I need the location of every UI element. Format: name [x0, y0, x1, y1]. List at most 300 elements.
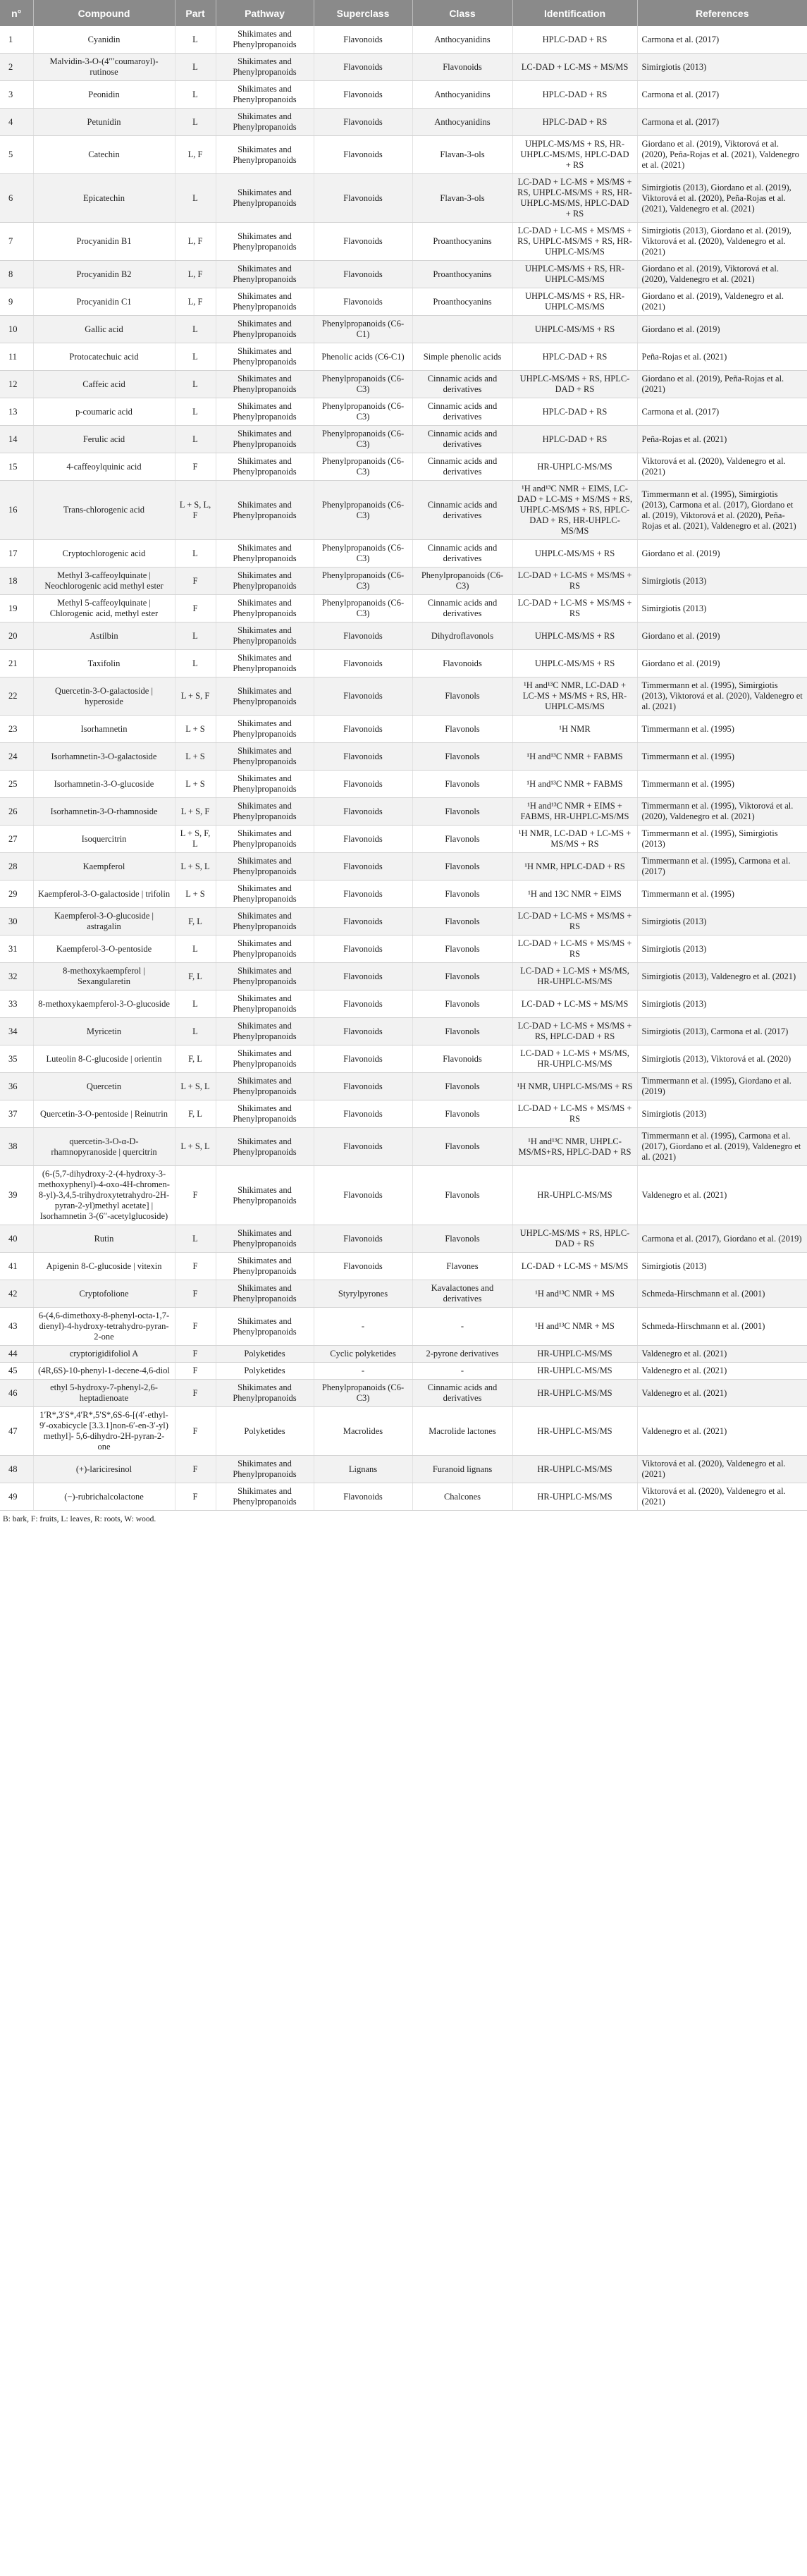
cell-pathway: Shikimates and Phenylpropanoids	[216, 371, 314, 398]
cell-part: L	[175, 426, 216, 453]
cell-compound: p-coumaric acid	[33, 398, 175, 426]
cell-superclass: Phenylpropanoids (C6-C3)	[314, 398, 412, 426]
cell-compound: Luteolin 8-C-glucoside | orientin	[33, 1045, 175, 1073]
cell-part: F, L	[175, 963, 216, 990]
cell-superclass: Flavonoids	[314, 1045, 412, 1073]
cell-identification: UHPLC-MS/MS + RS, HR-UHPLC-MS/MS	[512, 288, 637, 316]
cell-n: 23	[0, 716, 33, 743]
column-header: References	[696, 7, 749, 19]
cell-compound: Procyanidin B2	[33, 261, 175, 288]
cell-compound: Trans-chlorogenic acid	[33, 481, 175, 540]
cell-n: 42	[0, 1280, 33, 1308]
cell-identification: ¹H NMR, HPLC-DAD + RS	[512, 853, 637, 881]
cell-class: Flavonoids	[412, 1045, 512, 1073]
cell-identification: ¹H and¹³C NMR + EIMS + FABMS, HR-UHPLC-MS/MS	[512, 798, 637, 826]
cell-superclass: Flavonoids	[314, 853, 412, 881]
cell-part: L + S	[175, 771, 216, 798]
cell-n: 39	[0, 1166, 33, 1225]
cell-pathway: Shikimates and Phenylpropanoids	[216, 288, 314, 316]
cell-references: Simirgiotis (2013)	[637, 908, 807, 936]
cell-part: L + S, F	[175, 798, 216, 826]
cell-class: Flavan-3-ols	[412, 136, 512, 174]
cell-class: Flavones	[412, 1253, 512, 1280]
cell-references: Simirgiotis (2013), Giordano et al. (2019), Viktorová et al. (2020), Valdenegro et al. (2021)	[637, 223, 807, 261]
cell-superclass: Phenylpropanoids (C6-C3)	[314, 568, 412, 595]
cell-references: Valdenegro et al. (2021)	[637, 1363, 807, 1380]
cell-compound: quercetin-3-O-α-D-rhamnopyranoside | quercitrin	[33, 1128, 175, 1166]
cell-compound: Methyl 5-caffeoylquinate | Chlorogenic acid, methyl ester	[33, 595, 175, 622]
cell-compound: Isorhamnetin-3-O-galactoside	[33, 743, 175, 771]
cell-identification: LC-DAD + LC-MS + MS/MS + RS	[512, 936, 637, 963]
cell-identification: UHPLC-MS/MS + RS, HR-UHPLC-MS/MS	[512, 261, 637, 288]
cell-part: L	[175, 622, 216, 650]
cell-class: Flavonols	[412, 1128, 512, 1166]
cell-superclass: -	[314, 1308, 412, 1346]
cell-class: Simple phenolic acids	[412, 343, 512, 371]
cell-identification: HPLC-DAD + RS	[512, 109, 637, 136]
table-row	[0, 343, 807, 371]
table-row	[0, 453, 807, 481]
cell-compound: Peonidin	[33, 81, 175, 109]
cell-part: F	[175, 1363, 216, 1380]
cell-pathway: Shikimates and Phenylpropanoids	[216, 881, 314, 908]
cell-superclass: Flavonoids	[314, 936, 412, 963]
cell-superclass: Flavonoids	[314, 771, 412, 798]
cell-pathway: Shikimates and Phenylpropanoids	[216, 316, 314, 343]
cell-class: Flavonols	[412, 881, 512, 908]
cell-references: Valdenegro et al. (2021)	[637, 1380, 807, 1407]
cell-n: 33	[0, 990, 33, 1018]
cell-part: L	[175, 81, 216, 109]
cell-class: Chalcones	[412, 1483, 512, 1511]
cell-pathway: Shikimates and Phenylpropanoids	[216, 1073, 314, 1100]
cell-compound: Cryptochlorogenic acid	[33, 540, 175, 568]
cell-superclass: Phenylpropanoids (C6-C3)	[314, 426, 412, 453]
cell-class: Anthocyanidins	[412, 26, 512, 54]
cell-n: 45	[0, 1363, 33, 1380]
cell-superclass: Flavonoids	[314, 1100, 412, 1128]
cell-identification: LC-DAD + LC-MS + MS/MS, HR-UHPLC-MS/MS	[512, 1045, 637, 1073]
cell-pathway: Shikimates and Phenylpropanoids	[216, 936, 314, 963]
cell-pathway: Shikimates and Phenylpropanoids	[216, 622, 314, 650]
cell-compound: Isoquercitrin	[33, 826, 175, 853]
cell-references: Simirgiotis (2013)	[637, 568, 807, 595]
cell-n: 46	[0, 1380, 33, 1407]
cell-pathway: Shikimates and Phenylpropanoids	[216, 1166, 314, 1225]
table-row	[0, 288, 807, 316]
table-row	[0, 936, 807, 963]
cell-pathway: Shikimates and Phenylpropanoids	[216, 798, 314, 826]
cell-identification: HPLC-DAD + RS	[512, 81, 637, 109]
cell-identification: LC-DAD + LC-MS + MS/MS	[512, 990, 637, 1018]
table-row	[0, 1363, 807, 1380]
cell-identification: ¹H and¹³C NMR + FABMS	[512, 743, 637, 771]
cell-class: Proanthocyanins	[412, 223, 512, 261]
cell-n: 13	[0, 398, 33, 426]
cell-compound: Quercetin-3-O-pentoside | Reinutrin	[33, 1100, 175, 1128]
table-row	[0, 568, 807, 595]
cell-identification: LC-DAD + LC-MS + MS/MS + RS	[512, 1100, 637, 1128]
cell-superclass: Flavonoids	[314, 1253, 412, 1280]
table-row	[0, 398, 807, 426]
column-header: Part	[175, 0, 216, 26]
cell-compound: Gallic acid	[33, 316, 175, 343]
cell-compound: ethyl 5-hydroxy-7-phenyl-2,6-heptadienoate	[33, 1380, 175, 1407]
cell-n: 14	[0, 426, 33, 453]
table-row	[0, 1308, 807, 1346]
cell-compound: Procyanidin C1	[33, 288, 175, 316]
table-row	[0, 1380, 807, 1407]
cell-compound: 8-methoxykaempferol | Sexangularetin	[33, 963, 175, 990]
cell-superclass: -	[314, 1363, 412, 1380]
table-row	[0, 26, 807, 54]
cell-class: Flavonols	[412, 716, 512, 743]
cell-n: 17	[0, 540, 33, 568]
cell-n: 35	[0, 1045, 33, 1073]
cell-n: 48	[0, 1456, 33, 1483]
cell-n: 12	[0, 371, 33, 398]
cell-pathway: Shikimates and Phenylpropanoids	[216, 1380, 314, 1407]
cell-n: 10	[0, 316, 33, 343]
cell-compound: Isorhamnetin	[33, 716, 175, 743]
cell-superclass: Flavonoids	[314, 826, 412, 853]
cell-part: L	[175, 936, 216, 963]
cell-n: 27	[0, 826, 33, 853]
cell-n: 49	[0, 1483, 33, 1511]
cell-references: Simirgiotis (2013)	[637, 936, 807, 963]
cell-references: Timmermann et al. (1995)	[637, 881, 807, 908]
cell-identification: ¹H and 13C NMR + EIMS	[512, 881, 637, 908]
cell-compound: Kaempferol-3-O-pentoside	[33, 936, 175, 963]
cell-n: 8	[0, 261, 33, 288]
cell-n: 18	[0, 568, 33, 595]
cell-pathway: Shikimates and Phenylpropanoids	[216, 261, 314, 288]
cell-part: F	[175, 1346, 216, 1363]
footnote: B: bark, F: fruits, L: leaves, R: roots, W: wood.	[3, 1515, 156, 1523]
cell-part: F	[175, 1456, 216, 1483]
cell-superclass: Flavonoids	[314, 716, 412, 743]
cell-compound: Quercetin	[33, 1073, 175, 1100]
cell-identification: ¹H and¹³C NMR + MS	[512, 1308, 637, 1346]
cell-pathway: Shikimates and Phenylpropanoids	[216, 1456, 314, 1483]
cell-identification: LC-DAD + LC-MS + MS/MS + RS	[512, 568, 637, 595]
cell-class: Cinnamic acids and derivatives	[412, 426, 512, 453]
cell-identification: HR-UHPLC-MS/MS	[512, 1380, 637, 1407]
cell-n: 32	[0, 963, 33, 990]
cell-identification: ¹H and¹³C NMR + EIMS, LC-DAD + LC-MS + MS/MS + RS, UHPLC-MS/MS + RS, HPLC-DAD + RS, HR-UHPLC-MS/MS	[512, 481, 637, 540]
cell-superclass: Flavonoids	[314, 881, 412, 908]
cell-pathway: Shikimates and Phenylpropanoids	[216, 223, 314, 261]
cell-compound: Myricetin	[33, 1018, 175, 1045]
cell-references: Simirgiotis (2013), Carmona et al. (2017)	[637, 1018, 807, 1045]
cell-references: Timmermann et al. (1995), Simirgiotis (2013), Carmona et al. (2017), Giordano et al. (2019), Viktorová et al. (2020), Peña-Rojas et al. (2021), Valdenegro et al. (2021)	[637, 481, 807, 540]
cell-pathway: Shikimates and Phenylpropanoids	[216, 595, 314, 622]
table-row	[0, 650, 807, 677]
cell-part: F	[175, 568, 216, 595]
table-row	[0, 261, 807, 288]
cell-superclass: Phenylpropanoids (C6-C1)	[314, 316, 412, 343]
cell-n: 29	[0, 881, 33, 908]
cell-pathway: Shikimates and Phenylpropanoids	[216, 853, 314, 881]
cell-compound: Apigenin 8-C-glucoside | vitexin	[33, 1253, 175, 1280]
cell-pathway: Polyketides	[216, 1407, 314, 1456]
cell-class: Anthocyanidins	[412, 109, 512, 136]
cell-superclass: Phenylpropanoids (C6-C3)	[314, 595, 412, 622]
cell-part: L	[175, 316, 216, 343]
cell-class: 2-pyrone derivatives	[412, 1346, 512, 1363]
header-row	[0, 0, 807, 26]
cell-part: L + S, L	[175, 1073, 216, 1100]
cell-pathway: Shikimates and Phenylpropanoids	[216, 426, 314, 453]
cell-superclass: Flavonoids	[314, 1225, 412, 1253]
cell-class: Cinnamic acids and derivatives	[412, 595, 512, 622]
cell-class: Flavonols	[412, 1166, 512, 1225]
cell-references: Simirgiotis (2013), Giordano et al. (2019), Viktorová et al. (2020), Peña-Rojas et al. (2021), Valdenegro et al. (2021)	[637, 174, 807, 223]
cell-superclass: Flavonoids	[314, 136, 412, 174]
cell-pathway: Shikimates and Phenylpropanoids	[216, 343, 314, 371]
cell-n: 28	[0, 853, 33, 881]
cell-compound: Quercetin-3-O-galactoside | hyperoside	[33, 677, 175, 716]
cell-references: Timmermann et al. (1995)	[637, 716, 807, 743]
cell-part: F, L	[175, 908, 216, 936]
cell-references: Peña-Rojas et al. (2021)	[637, 343, 807, 371]
cell-identification: LC-DAD + LC-MS + MS/MS, HR-UHPLC-MS/MS	[512, 963, 637, 990]
table-row	[0, 1456, 807, 1483]
table-row	[0, 881, 807, 908]
cell-n: 43	[0, 1308, 33, 1346]
cell-identification: LC-DAD + LC-MS + MS/MS	[512, 54, 637, 81]
cell-identification: UHPLC-MS/MS + RS	[512, 622, 637, 650]
cell-part: F	[175, 595, 216, 622]
cell-compound: Cryptofolione	[33, 1280, 175, 1308]
cell-superclass: Phenylpropanoids (C6-C3)	[314, 453, 412, 481]
cell-identification: HPLC-DAD + RS	[512, 343, 637, 371]
cell-superclass: Flavonoids	[314, 26, 412, 54]
cell-pathway: Shikimates and Phenylpropanoids	[216, 908, 314, 936]
cell-n: 1	[0, 26, 33, 54]
cell-references: Valdenegro et al. (2021)	[637, 1166, 807, 1225]
column-header: n°	[0, 0, 33, 26]
table-body	[0, 26, 807, 1511]
cell-part: L, F	[175, 261, 216, 288]
cell-class: Flavonols	[412, 1018, 512, 1045]
cell-n: 6	[0, 174, 33, 223]
cell-references: Carmona et al. (2017)	[637, 398, 807, 426]
cell-superclass: Flavonoids	[314, 223, 412, 261]
cell-pathway: Shikimates and Phenylpropanoids	[216, 1253, 314, 1280]
cell-compound: Astilbin	[33, 622, 175, 650]
table-row	[0, 908, 807, 936]
cell-part: L	[175, 990, 216, 1018]
table-row	[0, 481, 807, 540]
cell-identification: UHPLC-MS/MS + RS, HPLC-DAD + RS	[512, 371, 637, 398]
cell-superclass: Macrolides	[314, 1407, 412, 1456]
cell-part: F, L	[175, 1045, 216, 1073]
cell-compound: Procyanidin B1	[33, 223, 175, 261]
cell-pathway: Shikimates and Phenylpropanoids	[216, 26, 314, 54]
cell-identification: LC-DAD + LC-MS + MS/MS	[512, 1253, 637, 1280]
cell-class: Flavonols	[412, 853, 512, 881]
cell-references: Simirgiotis (2013)	[637, 990, 807, 1018]
cell-compound: Caffeic acid	[33, 371, 175, 398]
cell-n: 15	[0, 453, 33, 481]
cell-compound: (+)-lariciresinol	[33, 1456, 175, 1483]
cell-references: Valdenegro et al. (2021)	[637, 1407, 807, 1456]
cell-part: L	[175, 109, 216, 136]
table-row	[0, 316, 807, 343]
cell-pathway: Shikimates and Phenylpropanoids	[216, 1280, 314, 1308]
cell-references: Giordano et al. (2019)	[637, 650, 807, 677]
cell-n: 37	[0, 1100, 33, 1128]
cell-pathway: Shikimates and Phenylpropanoids	[216, 1018, 314, 1045]
cell-identification: UHPLC-MS/MS + RS, HPLC-DAD + RS	[512, 1225, 637, 1253]
cell-n: 3	[0, 81, 33, 109]
cell-references: Carmona et al. (2017)	[637, 81, 807, 109]
cell-pathway: Shikimates and Phenylpropanoids	[216, 174, 314, 223]
cell-references: Viktorová et al. (2020), Valdenegro et al. (2021)	[637, 1483, 807, 1511]
cell-identification: HR-UHPLC-MS/MS	[512, 1166, 637, 1225]
cell-class: Kavalactones and derivatives	[412, 1280, 512, 1308]
cell-n: 11	[0, 343, 33, 371]
cell-superclass: Flavonoids	[314, 743, 412, 771]
column-header: Identification	[512, 0, 637, 26]
cell-class: Flavan-3-ols	[412, 174, 512, 223]
cell-compound: (4R,6S)-10-phenyl-1-decene-4,6-diol	[33, 1363, 175, 1380]
cell-class: Flavonols	[412, 963, 512, 990]
cell-identification: ¹H and¹³C NMR + FABMS	[512, 771, 637, 798]
cell-n: 16	[0, 481, 33, 540]
cell-references: Simirgiotis (2013), Valdenegro et al. (2021)	[637, 963, 807, 990]
cell-references: Carmona et al. (2017)	[637, 26, 807, 54]
cell-part: L + S	[175, 716, 216, 743]
cell-pathway: Shikimates and Phenylpropanoids	[216, 826, 314, 853]
cell-identification: LC-DAD + LC-MS + MS/MS + RS, HPLC-DAD + RS	[512, 1018, 637, 1045]
cell-compound: Cyanidin	[33, 26, 175, 54]
cell-compound: (−)-rubrichalcolactone	[33, 1483, 175, 1511]
cell-identification: HR-UHPLC-MS/MS	[512, 453, 637, 481]
cell-pathway: Shikimates and Phenylpropanoids	[216, 481, 314, 540]
cell-part: L + S	[175, 881, 216, 908]
cell-part: L	[175, 174, 216, 223]
cell-identification: ¹H NMR, UHPLC-MS/MS + RS	[512, 1073, 637, 1100]
cell-compound: 6-(4,6-dimethoxy-8-phenyl-octa-1,7-dienyl)-4-hydroxy-tetrahydro-pyran-2-one	[33, 1308, 175, 1346]
table-row	[0, 223, 807, 261]
cell-compound: 1′R*,3′S*,4′R*,5′S*,6S-6-[(4′-ethyl-9′-oxabicycle [3.3.1]non-6′-en-3′-yl) methyl]- 5,6-dihydro-2H-pyran-2-one	[33, 1407, 175, 1456]
cell-identification: UHPLC-MS/MS + RS	[512, 540, 637, 568]
cell-references: Simirgiotis (2013)	[637, 54, 807, 81]
cell-superclass: Flavonoids	[314, 81, 412, 109]
cell-n: 19	[0, 595, 33, 622]
cell-part: F	[175, 1280, 216, 1308]
cell-references: Viktorová et al. (2020), Valdenegro et al. (2021)	[637, 453, 807, 481]
cell-pathway: Shikimates and Phenylpropanoids	[216, 1128, 314, 1166]
cell-identification: ¹H and¹³C NMR, UHPLC-MS/MS+RS, HPLC-DAD + RS	[512, 1128, 637, 1166]
cell-pathway: Polyketides	[216, 1363, 314, 1380]
cell-class: Cinnamic acids and derivatives	[412, 540, 512, 568]
cell-class: Cinnamic acids and derivatives	[412, 398, 512, 426]
cell-n: 30	[0, 908, 33, 936]
cell-class: Flavonols	[412, 798, 512, 826]
cell-compound: Kaempferol-3-O-galactoside | trifolin	[33, 881, 175, 908]
table-row	[0, 743, 807, 771]
cell-n: 25	[0, 771, 33, 798]
cell-class: Flavonoids	[412, 650, 512, 677]
cell-identification: LC-DAD + LC-MS + MS/MS + RS	[512, 908, 637, 936]
cell-pathway: Shikimates and Phenylpropanoids	[216, 398, 314, 426]
cell-superclass: Flavonoids	[314, 1073, 412, 1100]
table-row	[0, 1100, 807, 1128]
cell-superclass: Flavonoids	[314, 109, 412, 136]
cell-class: Flavonols	[412, 1100, 512, 1128]
table-header	[0, 0, 807, 26]
cell-superclass: Phenylpropanoids (C6-C3)	[314, 481, 412, 540]
cell-class: Furanoid lignans	[412, 1456, 512, 1483]
cell-references: Peña-Rojas et al. (2021)	[637, 426, 807, 453]
cell-compound: Taxifolin	[33, 650, 175, 677]
table-row	[0, 174, 807, 223]
table-row	[0, 81, 807, 109]
cell-compound: Kaempferol	[33, 853, 175, 881]
table-row	[0, 426, 807, 453]
cell-superclass: Flavonoids	[314, 1018, 412, 1045]
table-row	[0, 1280, 807, 1308]
cell-pathway: Shikimates and Phenylpropanoids	[216, 1483, 314, 1511]
cell-pathway: Shikimates and Phenylpropanoids	[216, 716, 314, 743]
cell-references: Carmona et al. (2017)	[637, 109, 807, 136]
cell-references: Giordano et al. (2019), Peña-Rojas et al. (2021)	[637, 371, 807, 398]
cell-class: Cinnamic acids and derivatives	[412, 453, 512, 481]
cell-superclass: Phenolic acids (C6-C1)	[314, 343, 412, 371]
cell-part: L, F	[175, 288, 216, 316]
table-row	[0, 1128, 807, 1166]
cell-references: Simirgiotis (2013)	[637, 1100, 807, 1128]
cell-n: 4	[0, 109, 33, 136]
cell-compound: Isorhamnetin-3-O-rhamnoside	[33, 798, 175, 826]
cell-compound: (6-(5,7-dihydroxy-2-(4-hydroxy-3-methoxyphenyl)-4-oxo-4H-chromen-8-yl)-3,4,5-trihydroxytetrahydro-2H-pyran-2-yl)methyl acetate] | Isorhamnetin 3-(6′′-acetylglucoside)	[33, 1166, 175, 1225]
cell-references: Simirgiotis (2013)	[637, 595, 807, 622]
cell-compound: 4-caffeoylquinic acid	[33, 453, 175, 481]
cell-identification: UHPLC-MS/MS + RS	[512, 316, 637, 343]
cell-superclass: Flavonoids	[314, 677, 412, 716]
cell-references: Simirgiotis (2013)	[637, 1253, 807, 1280]
cell-compound: Protocatechuic acid	[33, 343, 175, 371]
cell-pathway: Shikimates and Phenylpropanoids	[216, 963, 314, 990]
cell-superclass: Flavonoids	[314, 1483, 412, 1511]
cell-superclass: Flavonoids	[314, 1128, 412, 1166]
cell-identification: UHPLC-MS/MS + RS	[512, 650, 637, 677]
cell-pathway: Shikimates and Phenylpropanoids	[216, 109, 314, 136]
cell-pathway: Shikimates and Phenylpropanoids	[216, 136, 314, 174]
cell-class: Flavonols	[412, 936, 512, 963]
column-header: Superclass	[314, 0, 412, 26]
cell-n: 20	[0, 622, 33, 650]
cell-pathway: Polyketides	[216, 1346, 314, 1363]
cell-pathway: Shikimates and Phenylpropanoids	[216, 1100, 314, 1128]
table-row	[0, 622, 807, 650]
table-row	[0, 1166, 807, 1225]
cell-class: Proanthocyanins	[412, 288, 512, 316]
cell-part: L	[175, 26, 216, 54]
cell-references: Timmermann et al. (1995), Simirgiotis (2013), Viktorová et al. (2020), Valdenegro et al. (2021)	[637, 677, 807, 716]
table-row	[0, 540, 807, 568]
cell-compound: Isorhamnetin-3-O-glucoside	[33, 771, 175, 798]
table-row	[0, 677, 807, 716]
cell-superclass: Flavonoids	[314, 261, 412, 288]
table-row	[0, 990, 807, 1018]
cell-part: L	[175, 398, 216, 426]
cell-class: Flavonols	[412, 1225, 512, 1253]
cell-identification: HPLC-DAD + RS	[512, 398, 637, 426]
